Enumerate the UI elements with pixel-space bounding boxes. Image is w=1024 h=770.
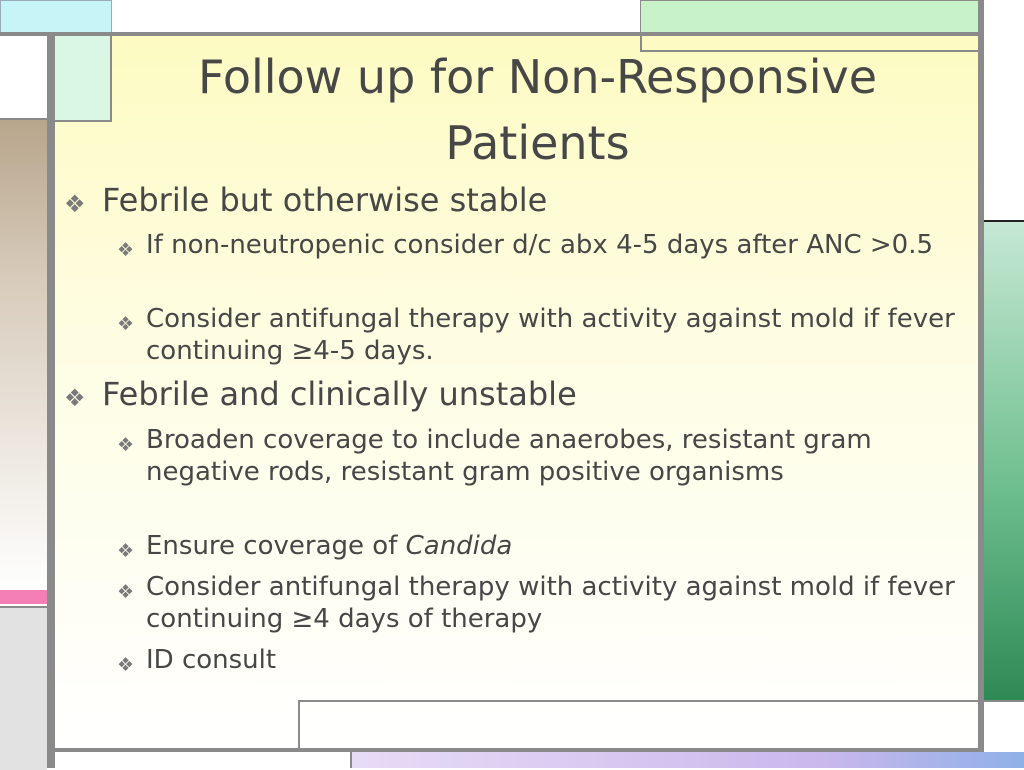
diamond-bullet-icon: ❖	[117, 434, 135, 456]
bullet-level1	[64, 376, 964, 412]
diamond-bullet-icon: ❖	[117, 239, 135, 261]
bullet-level2	[117, 229, 967, 261]
diamond-bullet-icon: ❖	[64, 190, 86, 218]
diamond-bullet-icon: ❖	[117, 313, 135, 335]
decor-left-white	[0, 36, 47, 120]
bullet-level2	[117, 303, 967, 367]
bullet-text-italic: Candida	[405, 531, 513, 561]
bullet-text: ID consult	[146, 645, 277, 675]
bullet-level2	[117, 571, 967, 635]
decor-tan-gradient	[0, 120, 47, 590]
bullet-level1	[64, 182, 964, 218]
diamond-bullet-icon: ❖	[117, 540, 135, 562]
bullet-level2	[117, 424, 967, 488]
decor-right-green-gradient	[984, 222, 1024, 700]
decor-cyan-block	[0, 0, 112, 34]
decor-lavender-strip	[350, 752, 1024, 768]
decor-pink-stripe	[0, 590, 47, 604]
frame-top-bar	[0, 32, 1024, 36]
bullet-text: Febrile but otherwise stable	[102, 181, 548, 219]
bullet-text: If non-neutropenic consider d/c abx 4-5 days after ANC >0.5	[146, 230, 934, 260]
slide-title: Follow up for Non-Responsive Patients	[198, 50, 877, 170]
decor-right-white	[984, 32, 1024, 222]
decor-green-block	[640, 0, 980, 34]
bullet-text: Consider antifungal therapy with activity against mold if fever continuing ≥4 days of therapy	[146, 572, 955, 634]
bullet-text-prefix: Ensure coverage of	[146, 531, 406, 561]
decor-bottom-outline	[298, 700, 980, 750]
bullet-level2	[117, 644, 967, 676]
bullet-text: Consider antifungal therapy with activity against mold if fever continuing ≥4-5 days.	[146, 304, 955, 366]
diamond-bullet-icon: ❖	[64, 384, 86, 412]
diamond-bullet-icon: ❖	[117, 654, 135, 676]
bullet-text: Broaden coverage to include anaerobes, resistant gram negative rods, resistant gram positive organisms	[146, 425, 872, 487]
bullet-text: Febrile and clinically unstable	[102, 375, 577, 413]
frame-left-bar	[47, 32, 55, 768]
bullet-text	[146, 530, 967, 562]
decor-left-gray	[0, 606, 47, 770]
bullet-level2	[117, 530, 967, 562]
diamond-bullet-icon: ❖	[117, 581, 135, 603]
